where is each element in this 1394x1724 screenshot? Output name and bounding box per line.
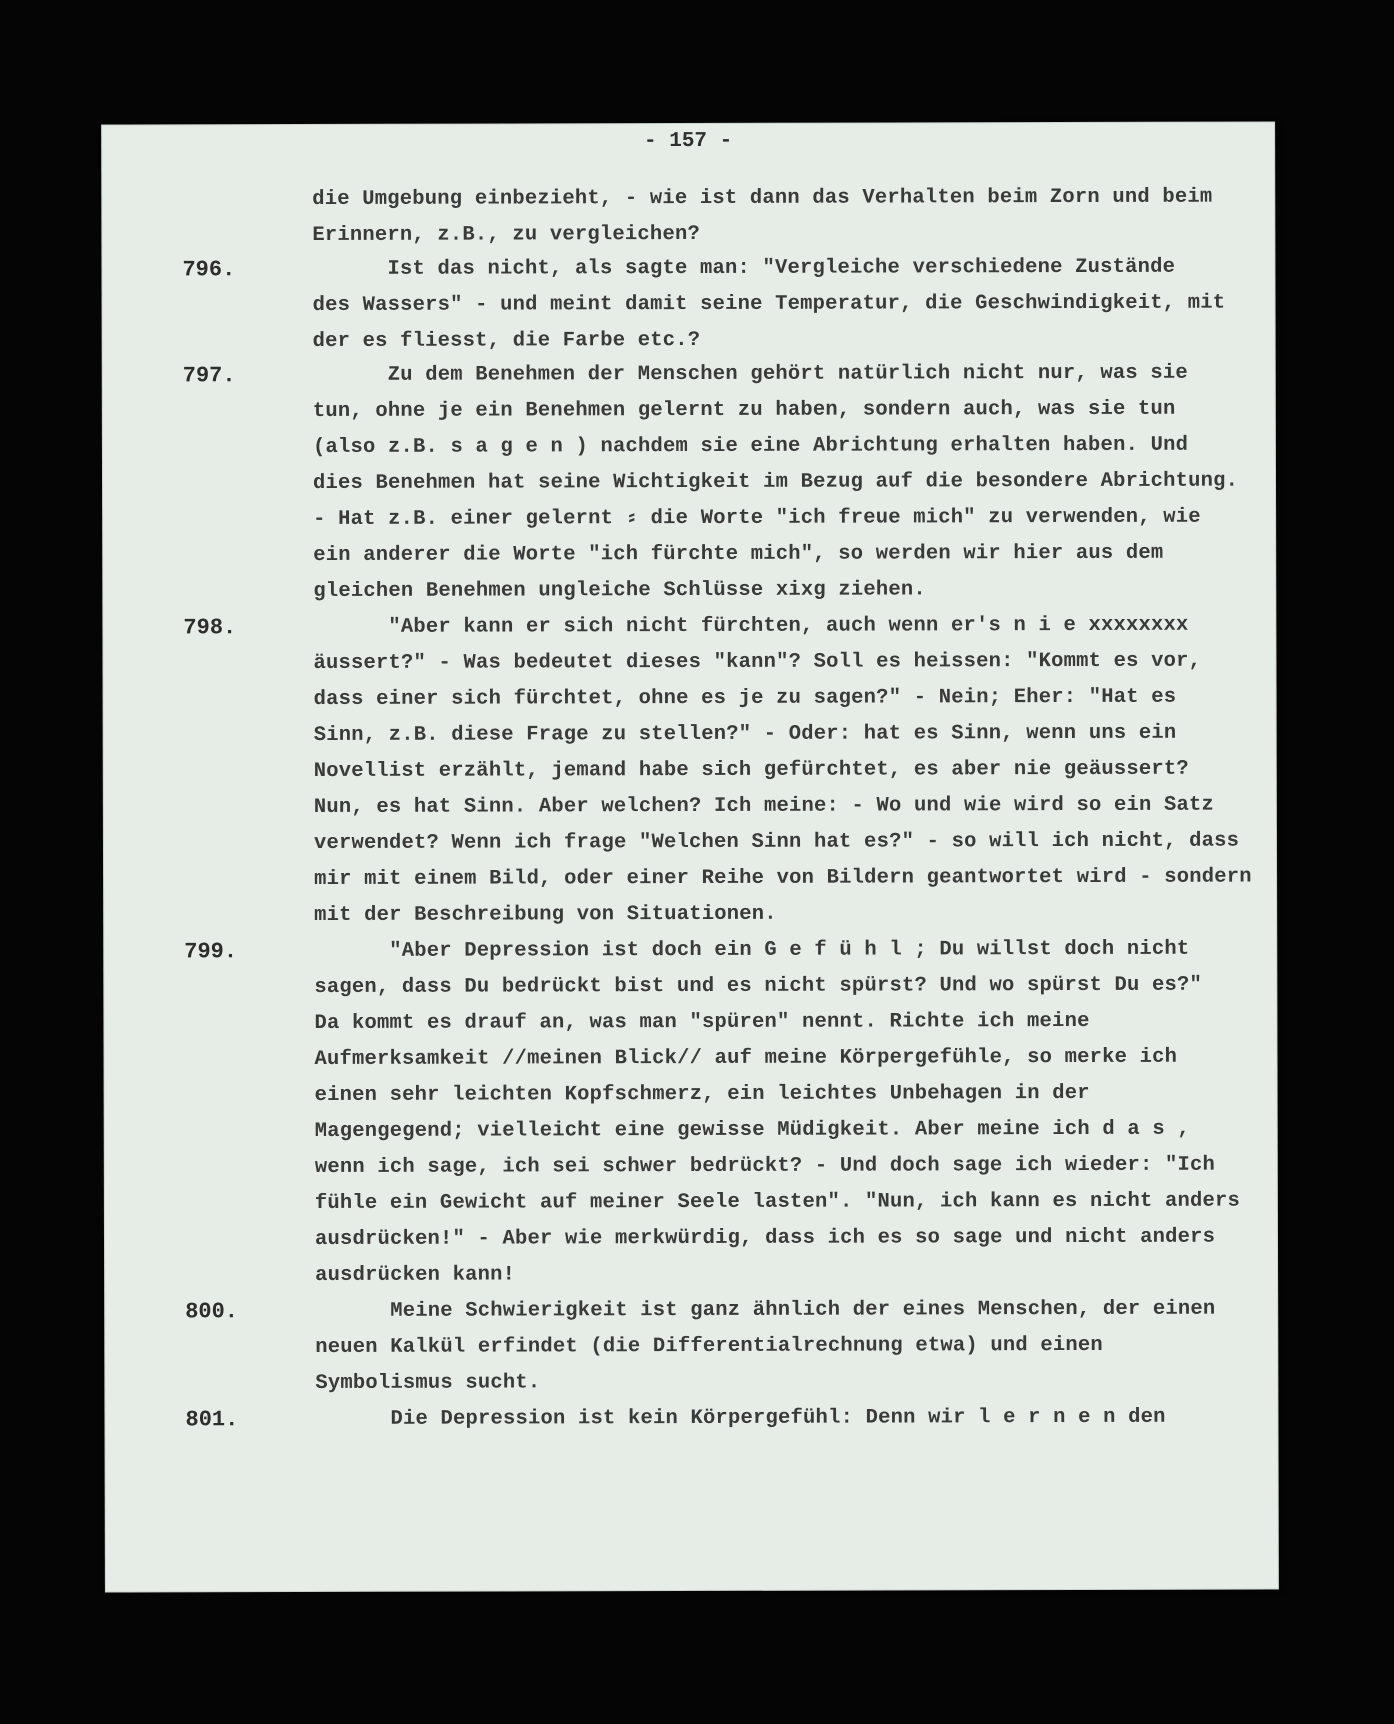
text-line: mit der Beschreibung von Situationen. [314,902,777,927]
text-line: die Umgebung einbezieht, - wie ist dann das Verhalten beim Zorn und beim [312,185,1213,211]
text-line: ausdrücken!" - Aber wie merkwürdig, dass ich es so sage und nicht anders [314,1225,1216,1251]
text-line: Magengegend; vielleicht eine gewisse Müdigkeit. Aber meine ich d a s , [314,1117,1190,1143]
text-line: Aufmerksamkeit //meinen Blick// auf meine Körpergefühle, so merke ich [314,1045,1178,1071]
text-line: Sinn, z.B. diese Frage zu stellen?" - Oder: hat es Sinn, wenn uns ein [313,721,1177,747]
text-line: einen sehr leichten Kopfschmerz, ein leichtes Unbehagen in der [314,1081,1090,1107]
text-line: ausdrücken kann! [315,1263,516,1287]
remark-number: 798. [183,615,237,641]
text-line: dies Benehmen hat seine Wichtigkeit im Bezug auf die besondere Abrichtung. [312,469,1239,495]
text-line: mir mit einem Bild, oder einer Reihe von Bildern geantwortet wird - sondern [314,865,1252,891]
page-number: - 157 - [643,129,733,154]
text-line: Nun, es hat Sinn. Aber welchen? Ich meine: - Wo und wie wird so ein Satz [313,793,1215,819]
text-line: "Aber Depression ist doch ein G e f ü h l ; Du willst doch nicht [314,937,1190,963]
remark-number: 797. [182,363,236,389]
remark-number: 801. [185,1407,239,1433]
typescript-page [102,122,1278,1591]
text-line: verwendet? Wenn ich frage "Welchen Sinn hat es?" - so will ich nicht, dass [313,829,1240,855]
text-line: Novellist erzählt, jemand habe sich gefürchtet, es aber nie geäussert? [313,757,1189,783]
text-line: ein anderer die Worte "ich fürchte mich", so werden wir hier aus dem [313,541,1164,567]
text-line: äussert?" - Was bedeutet dieses "kann"? Soll es heissen: "Kommt es vor, [313,649,1202,675]
text-line: gleichen Benehmen ungleiche Schlüsse xixg ziehen. [313,578,926,603]
text-line: wenn ich sage, ich sei schwer bedrückt? - Und doch sage ich wieder: "Ich [314,1153,1215,1179]
text-line: des Wassers" - und meint damit seine Temperatur, die Geschwindigkeit, mit [312,291,1226,317]
text-line: sagen, dass Du bedrückt bist und es nicht spürst? Und wo spürst Du es?" [314,973,1203,999]
text-line: Die Depression ist kein Körpergefühl: Denn wir l e r n e n den [315,1405,1166,1431]
text-line: "Aber kann er sich nicht fürchten, auch wenn er's n i e xxxxxxxx [313,613,1189,639]
text-line: (also z.B. s a g e n ) nachdem sie eine Abrichtung erhalten haben. Und [312,433,1189,459]
text-line: Meine Schwierigkeit ist ganz ähnlich der eines Menschen, der einen [315,1297,1216,1323]
text-line: fühle ein Gewicht auf meiner Seele lasten". "Nun, ich kann es nicht anders [314,1189,1241,1215]
text-line: Ist das nicht, als sagte man: "Vergleiche verschiedene Zustände [312,255,1176,281]
remark-number: 800. [185,1299,239,1325]
text-line: der es fliesst, die Farbe etc.? [312,328,701,353]
text-line: Zu dem Benehmen der Menschen gehört natürlich nicht nur, was sie [312,361,1188,387]
text-line: Erinnern, z.B., zu vergleichen? [312,222,700,247]
text-line: tun, ohne je ein Benehmen gelernt zu haben, sondern auch, was sie tun [312,397,1176,423]
text-line: dass einer sich fürchtet, ohne es je zu sagen?" - Nein; Eher: "Hat es [313,685,1177,711]
text-line: - Hat z.B. einer gelernt ⸗ die Worte "ich freue mich" zu verwenden, wie [313,505,1201,531]
text-line: neuen Kalkül erfindet (die Differentialrechnung etwa) und einen [315,1333,1103,1359]
remark-number: 799. [184,939,238,965]
text-line: Da kommt es drauf an, was man "spüren" nennt. Richte ich meine [314,1009,1090,1035]
text-line: Symbolismus sucht. [315,1371,541,1395]
remark-number: 796. [182,257,236,283]
